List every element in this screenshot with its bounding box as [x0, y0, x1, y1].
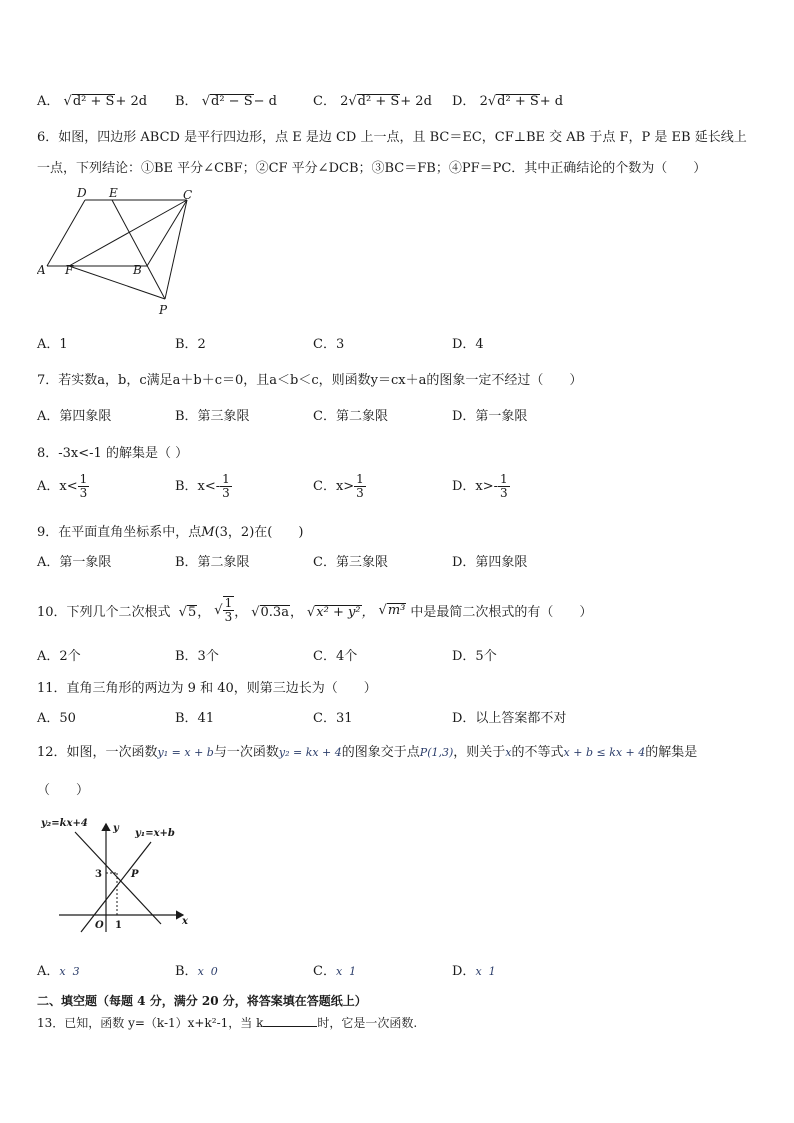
q7-option-a[interactable]: A．第四象限 — [37, 409, 112, 424]
q12-stem-b: 与一次函数 — [213, 745, 279, 760]
denominator: 3 — [79, 486, 88, 500]
q10-option-b[interactable]: B．3个 — [175, 649, 219, 664]
option-prefix: C．x> — [313, 479, 355, 494]
label-D: D — [77, 186, 87, 200]
option-letter: D． — [452, 964, 476, 979]
q12-option-c[interactable] — [313, 960, 356, 979]
label-B: B — [133, 263, 142, 277]
numerator: 1 — [79, 472, 88, 486]
q7-option-b[interactable]: B．第三象限 — [175, 409, 250, 424]
q9-option-d[interactable]: D．第四象限 — [452, 555, 528, 570]
q12-inequality: x + b ≤ kx + 4 — [563, 746, 646, 759]
fraction — [78, 473, 90, 500]
q12-stem-a: 12．如图，一次函数 — [37, 745, 158, 760]
q12-paren: （ ） — [37, 783, 90, 798]
label-x-axis: x — [182, 916, 188, 927]
q9-point: M — [201, 525, 215, 540]
sqrt-expression: 2√d² + S+ d — [479, 94, 564, 109]
numerator: 1 — [224, 596, 233, 610]
q13-answer-blank[interactable] — [263, 1014, 317, 1027]
q6-stem-line2: 一点，下列结论：①BE 平分∠CBF；②CF 平分∠DCB；③BC＝FB；④PF＝PC．其中正确结论的个数为（ ） — [37, 161, 707, 176]
label-P: P — [131, 869, 139, 880]
q9-stem-a: 9．在平面直角坐标系中，点 — [37, 525, 202, 540]
label-y-axis: y — [113, 823, 119, 834]
q7-stem-a: 7．若实数a，b，c满足a＋b＋c＝0，且a＜b＜c，则函数 — [37, 373, 371, 388]
denominator: 3 — [222, 486, 230, 500]
radical-2: √ $\frac{1}{3}$ ， — [214, 596, 248, 624]
label-one: 1 — [115, 920, 122, 931]
option-letter: B． — [175, 964, 198, 979]
q13-stem — [37, 1014, 417, 1031]
q12-point: P(1,3) — [419, 746, 454, 759]
option-letter: C． — [313, 964, 336, 979]
q5-option-d[interactable] — [452, 90, 563, 109]
q11-option-b[interactable]: B．41 — [175, 711, 215, 726]
label-A: A — [37, 263, 46, 277]
q5-option-c[interactable] — [313, 90, 432, 109]
option-value: x 1 — [475, 965, 496, 978]
q10-option-a[interactable]: A．2个 — [37, 649, 81, 664]
option-value: x 1 — [335, 965, 357, 978]
q10-option-c[interactable]: C．4个 — [313, 649, 358, 664]
label-origin: O — [95, 920, 104, 931]
radicand: d² + S — [497, 94, 539, 109]
q13-stem-b: 时，它是一次函数. — [317, 1016, 418, 1030]
q9-stem — [37, 521, 303, 540]
q6-stem-line1: 6．如图，四边形 ABCD 是平行四边形，点 E 是边 CD 上一点，且 BC＝EC，CF⊥BE 交 AB 于点 F，P 是 EB 延长线上 — [37, 130, 747, 145]
q7-function: y＝cx＋a — [370, 373, 427, 388]
option-value: x 3 — [59, 965, 80, 978]
q8-option-a[interactable] — [37, 473, 89, 500]
tail: − d — [253, 94, 277, 109]
q9-coords: (3，2) — [214, 525, 255, 540]
q12-option-b[interactable] — [175, 960, 218, 979]
radicand: d² − S — [211, 94, 253, 109]
denominator: 3 — [500, 486, 508, 500]
q8-stem: 8．-3x<-1 的解集是（ ） — [37, 446, 189, 461]
q12-stem-d: ，则关于 — [453, 745, 506, 760]
option-letter: C． — [313, 94, 336, 109]
q10-option-d[interactable]: D．5个 — [452, 649, 497, 664]
q10-stem-a: 10．下列几个二次根式 — [37, 604, 171, 620]
q13-stem-a: 13．已知，函数 y=（k-1）x+k²-1，当 k — [37, 1016, 264, 1030]
fraction — [223, 596, 235, 624]
radicand: 5 — [187, 604, 197, 620]
q12-var: x — [505, 746, 512, 759]
q10-stem — [37, 596, 592, 624]
q5-option-a[interactable] — [37, 90, 147, 109]
fraction — [354, 473, 366, 500]
q12-graph-figure — [37, 812, 197, 937]
q10-stem-b: 中是最简二次根式的有（ ） — [410, 604, 593, 620]
numerator: 1 — [500, 472, 508, 486]
option-letter: A． — [37, 94, 60, 109]
radicand: m³ — [387, 602, 406, 618]
q11-option-c[interactable]: C．31 — [313, 711, 353, 726]
radical-3: √0.3a， — [251, 604, 303, 620]
q11-option-a[interactable]: A．50 — [37, 711, 76, 726]
q12-stem-c: 的图象交于点 — [341, 745, 420, 760]
fraction — [220, 473, 232, 500]
coef: 2 — [479, 94, 488, 109]
label-y2: y₂=kx+4 — [41, 818, 88, 829]
q12-option-d[interactable] — [452, 960, 496, 979]
q6-option-b[interactable]: B．2 — [175, 337, 206, 352]
sqrt-expression: √d² + S+ 2d — [63, 94, 148, 109]
q7-stem — [37, 369, 582, 388]
q12-stem-f: 的解集是 — [645, 745, 698, 760]
tail: + 2d — [400, 94, 432, 109]
option-prefix: D．x>- — [452, 479, 499, 494]
fraction — [498, 473, 510, 500]
q7-stem-c: 的图象一定不经过（ ） — [426, 373, 583, 388]
q11-stem: 11．直角三角形的两边为 9 和 40，则第三边长为（ ） — [37, 681, 377, 696]
q12-stem-e: 的不等式 — [511, 745, 564, 760]
numerator: 1 — [222, 472, 230, 486]
tail: + d — [539, 94, 564, 109]
q9-stem-b: 在( ) — [254, 525, 304, 540]
q9-option-a[interactable]: A．第一象限 — [37, 555, 112, 570]
q12-f1: y₁ = x + b — [157, 746, 214, 759]
label-F: F — [65, 263, 74, 277]
q6-parallelogram-figure — [37, 184, 207, 320]
option-letter: B． — [175, 94, 198, 109]
q6-option-d[interactable]: D．4 — [452, 337, 484, 352]
q12-f2: y₂ = kx + 4 — [278, 746, 342, 759]
coef: 2 — [340, 94, 349, 109]
radicand: d² + S — [72, 94, 115, 109]
radicand: d² + S — [357, 94, 400, 109]
label-C: C — [183, 188, 193, 202]
q7-option-d[interactable]: D．第一象限 — [452, 409, 528, 424]
label-three: 3 — [95, 869, 102, 880]
q9-option-b[interactable]: B．第二象限 — [175, 555, 250, 570]
section-2-title: 二、填空题（每题 4 分，满分 20 分，将答案填在答题纸上） — [37, 994, 367, 1008]
q6-option-c[interactable]: C．3 — [313, 337, 345, 352]
option-letter: A． — [37, 964, 60, 979]
tail: + 2d — [115, 94, 148, 109]
radicand: 0.3a — [260, 604, 289, 620]
option-prefix: A．x< — [37, 479, 78, 494]
q8-option-d[interactable] — [452, 473, 510, 500]
numerator: 1 — [356, 472, 364, 486]
denominator: 3 — [224, 610, 233, 624]
q12-option-a[interactable] — [37, 960, 80, 979]
denominator: 3 — [356, 486, 364, 500]
radicand: x² + y² — [316, 604, 361, 620]
sqrt-expression: 2√d² + S+ 2d — [340, 94, 432, 109]
option-value: x 0 — [197, 965, 218, 978]
sqrt-expression: √d² − S− d — [201, 94, 277, 109]
label-E: E — [109, 186, 118, 200]
option-prefix: B．x<- — [175, 479, 221, 494]
q12-stem — [37, 741, 697, 760]
q9-option-c[interactable]: C．第三象限 — [313, 555, 388, 570]
option-letter: D． — [452, 94, 476, 109]
q6-option-a[interactable]: A．1 — [37, 337, 68, 352]
label-y1: y₁=x+b — [135, 828, 175, 839]
label-P: P — [159, 303, 168, 317]
q5-option-b[interactable] — [175, 90, 277, 109]
radical-1: √5， — [174, 604, 211, 620]
q8-option-b[interactable] — [175, 473, 232, 500]
radical-5: √m³ — [378, 602, 406, 618]
q7-option-c[interactable]: C．第二象限 — [313, 409, 388, 424]
q8-option-c[interactable] — [313, 473, 366, 500]
q11-option-d[interactable]: D．以上答案都不对 — [452, 711, 567, 726]
radical-4: √x² + y²， — [306, 604, 375, 620]
